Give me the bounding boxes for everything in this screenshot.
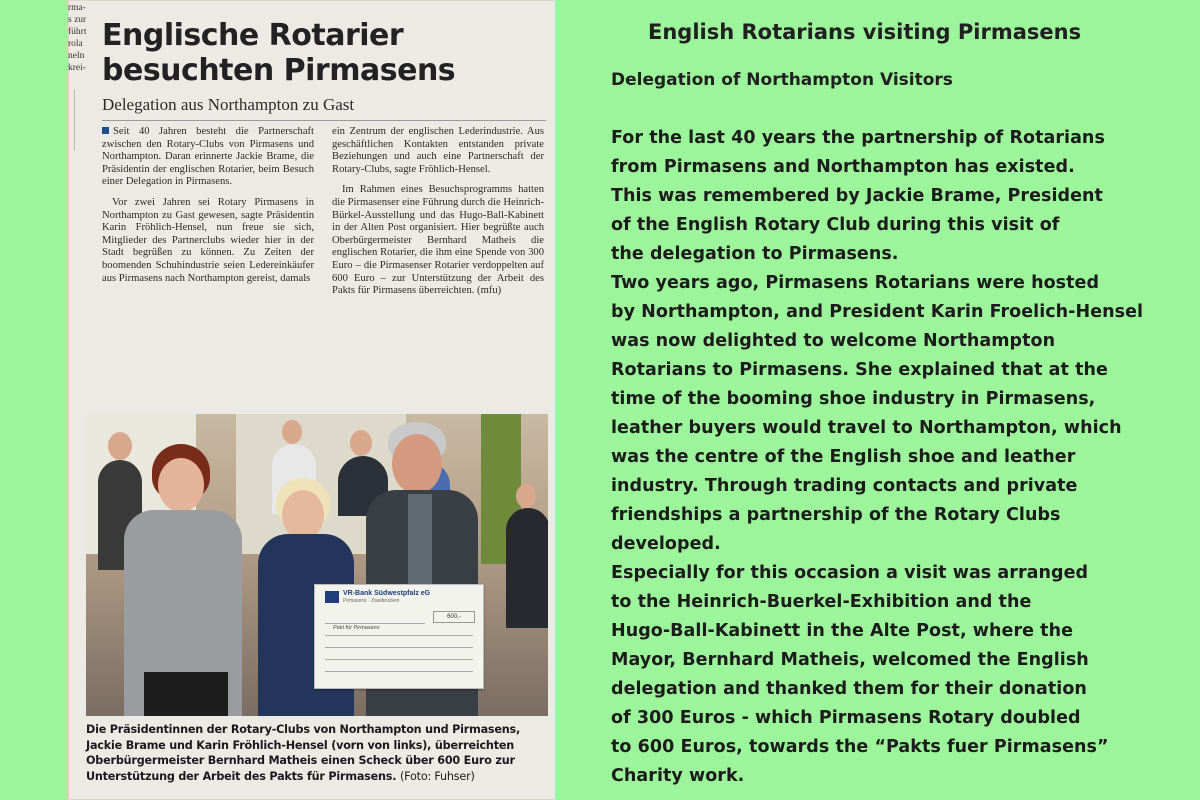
adjacent-article-fragment — [68, 0, 90, 92]
fragment-line: neln — [68, 51, 85, 61]
translation-line: industry. Through trading contacts and private — [611, 476, 1078, 496]
article-paragraph: Vor zwei Jahren sei Rotary Pirmasens in Northampton zu Gast gewesen, sagte Präsidentin Karin Fröhlich-Hensel, nun freue sie sich, Mitglieder des Partnerclubs wieder hier in der Stadt begrüßen zu können. Zu Zeiten der boomenden Schuhindustrie seien Ledereinkäufer aus Pirmasens nach Northampton gereist, damals — [102, 196, 314, 284]
person-shirt — [408, 494, 432, 594]
person-head — [392, 434, 442, 494]
article-headline — [102, 18, 542, 88]
translation-line: Mayor, Bernhard Matheis, welcomed the English — [611, 650, 1089, 670]
bank-logo-icon — [325, 591, 339, 603]
article-body — [102, 126, 546, 408]
translation-subtitle: Delegation of Northampton Visitors — [611, 70, 953, 90]
cheque-line — [325, 635, 473, 636]
translation-line: to 600 Euros, towards the “Pakts fuer Pirmasens” — [611, 737, 1109, 757]
fragment-line: s zur — [68, 15, 87, 25]
translation-line: Rotarians to Pirmasens. She explained that at the — [611, 360, 1108, 380]
photo-caption — [86, 722, 550, 784]
headline-line: Englische Rotarier — [102, 18, 404, 53]
translation-line: Especially for this occasion a visit was arranged — [611, 563, 1089, 583]
translation-line: Charity work. — [611, 766, 745, 786]
translation-line: Two years ago, Pirmasens Rotarians were hosted — [611, 273, 1100, 293]
divider — [102, 120, 546, 121]
article-column-right — [332, 126, 544, 306]
clipping-cut-edge — [68, 90, 75, 150]
lead-marker-icon — [102, 127, 109, 134]
cheque-line — [325, 647, 473, 648]
english-translation — [610, 0, 1170, 800]
person-head — [108, 432, 132, 460]
cheque-bank-name: VR-Bank Südwestpfalz eG — [343, 590, 431, 597]
article-subheadline: Delegation aus Northampton zu Gast — [102, 95, 355, 114]
person-head — [516, 484, 536, 508]
translation-line: Hugo-Ball-Kabinett in the Alte Post, where the — [611, 621, 1074, 641]
fragment-line: führt — [68, 27, 87, 37]
translation-body — [611, 124, 1171, 791]
translation-line: was now delighted to welcome Northampton — [611, 331, 1056, 351]
translation-line: delegation and thanked them for their donation — [611, 679, 1087, 699]
translation-line: For the last 40 years the partnership of Rotarians — [611, 128, 1105, 148]
person-head — [350, 430, 372, 456]
person-head — [158, 458, 204, 512]
article-photo — [86, 414, 548, 716]
article-paragraph: Im Rahmen eines Besuchsprogramms hatten die Pirmasenser eine Führung durch die Heinrich-Bürkel-Ausstellung und das Hugo-Ball-Kabinett in der Alten Post organisiert. Hier begrüßte auch Oberbürgermeister Bernhard Matheis die englischen Rotarier, die ihm eine Spende von 300 Euro – die Pirmasenser Rotarier verdoppelten auf 600 Euro – zur Unterstützung der Arbeit des Pakts für Pirmasens überreichten. (mfu) — [332, 184, 544, 297]
translation-line: the delegation to Pirmasens. — [611, 244, 899, 264]
translation-title: English Rotarians visiting Pirmasens — [648, 20, 1082, 44]
cheque-line — [325, 623, 425, 624]
translation-line: was the centre of the English shoe and leather — [611, 447, 1076, 467]
cheque-payee: Pakt für Pirmasens — [333, 625, 380, 631]
person-skirt — [144, 672, 228, 716]
caption-text: Die Präsidentinnen der Rotary-Clubs von Northampton und Pirmasens, Jackie Brame und Karin Fröhlich-Hensel (vorn von links), überreichten Oberbürgermeister Bernhard Matheis einen Scheck über 600 Euro zur Unterstützung der Arbeit des Pakts für Pirmasens. — [86, 723, 521, 783]
translation-line: This was remembered by Jackie Brame, President — [611, 186, 1103, 206]
translation-line: of the English Rotary Club during this visit of — [611, 215, 1060, 235]
translation-line: leather buyers would travel to Northampton, which — [611, 418, 1122, 438]
paragraph-text: Seit 40 Jahren besteht die Partnerschaft zwischen den Rotary-Clubs von Pirmasens und Northampton. Daran erinnerte Jackie Brame, die Präsidentin der englischen Rotarier, beim Besuch einer Delegation in Pirmasens. — [102, 126, 314, 188]
photo-credit: (Foto: Fuhser) — [400, 769, 475, 783]
newspaper-clipping — [68, 0, 556, 800]
fragment-line: rola — [68, 39, 83, 49]
translation-line: of 300 Euros - which Pirmasens Rotary doubled — [611, 708, 1081, 728]
cheque-line — [325, 659, 473, 660]
fragment-line: krei- — [68, 63, 86, 73]
cheque-line — [325, 671, 473, 672]
donation-cheque — [314, 584, 484, 689]
translation-line: time of the booming shoe industry in Pirmasens, — [611, 389, 1096, 409]
translation-line: to the Heinrich-Buerkel-Exhibition and the — [611, 592, 1032, 612]
cheque-amount: 600,- — [433, 611, 475, 623]
article-column-left — [102, 126, 314, 293]
person-body — [506, 508, 548, 628]
person-head — [282, 490, 324, 540]
cheque-bank-location: Pirmasens · Zweibrücken — [343, 598, 400, 604]
translation-line: developed. — [611, 534, 721, 554]
fragment-line: rma- — [68, 3, 86, 13]
translation-line: by Northampton, and President Karin Froelich-Hensel — [611, 302, 1144, 322]
article-paragraph — [102, 126, 314, 189]
translation-line: friendships a partnership of the Rotary Clubs — [611, 505, 1061, 525]
headline-line: besuchten Pirmasens — [102, 53, 456, 88]
translation-line: from Pirmasens and Northampton has existed. — [611, 157, 1075, 177]
person-head — [282, 420, 302, 444]
article-paragraph: ein Zentrum der englischen Lederindustrie. Aus geschäftlichen Kontakten entstanden private Beziehungen und auch eine Partnerschaft der Rotary-Clubs, sagte Fröhlich-Hensel. — [332, 126, 544, 175]
